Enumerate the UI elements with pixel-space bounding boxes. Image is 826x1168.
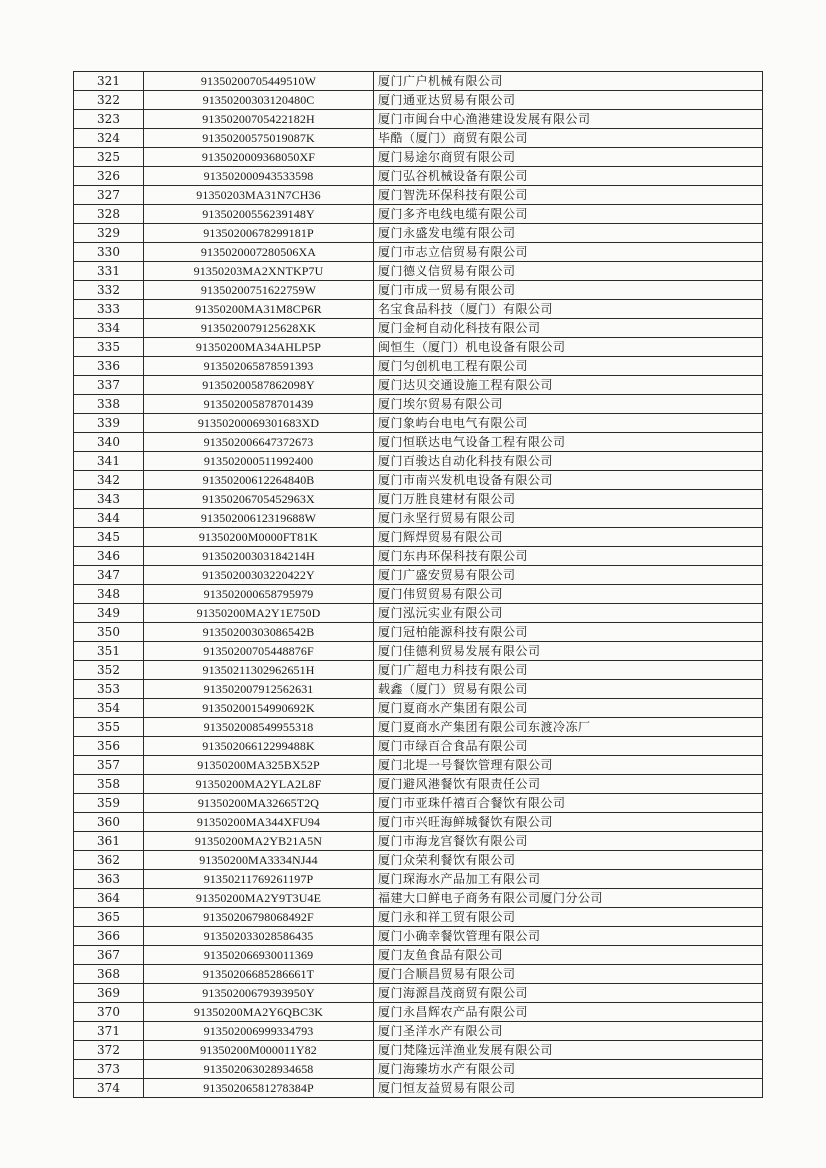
table-body <box>74 72 763 1098</box>
row-number-cell: 357 <box>74 756 144 775</box>
table-row <box>74 338 763 357</box>
company-name-cell: 厦门多齐电线电缆有限公司 <box>374 205 763 224</box>
row-number-cell: 329 <box>74 224 144 243</box>
company-name-cell: 厦门市亚珠仟禧百合餐饮有限公司 <box>374 794 763 813</box>
company-name-cell: 厦门圣洋水产有限公司 <box>374 1022 763 1041</box>
row-number-cell: 345 <box>74 528 144 547</box>
row-number-cell: 372 <box>74 1041 144 1060</box>
row-number-cell: 342 <box>74 471 144 490</box>
row-number-cell: 323 <box>74 110 144 129</box>
row-number-cell: 328 <box>74 205 144 224</box>
company-name-cell: 厦门市绿百合食品有限公司 <box>374 737 763 756</box>
credit-code-cell: 91350200303086542B <box>144 623 374 642</box>
credit-code-cell: 913502000943533598 <box>144 167 374 186</box>
row-number-cell: 349 <box>74 604 144 623</box>
row-number-cell: 326 <box>74 167 144 186</box>
table-row <box>74 186 763 205</box>
table-row <box>74 452 763 471</box>
table-row <box>74 547 763 566</box>
company-name-cell: 厦门市兴旺海鲜城餐饮有限公司 <box>374 813 763 832</box>
row-number-cell: 336 <box>74 357 144 376</box>
row-number-cell: 371 <box>74 1022 144 1041</box>
table-row <box>74 908 763 927</box>
table-row <box>74 395 763 414</box>
company-name-cell: 厦门达贝交通设施工程有限公司 <box>374 376 763 395</box>
table-row <box>74 889 763 908</box>
company-name-cell: 厦门海源昌茂商贸有限公司 <box>374 984 763 1003</box>
row-number-cell: 331 <box>74 262 144 281</box>
company-name-cell: 闽恒生（厦门）机电设备有限公司 <box>374 338 763 357</box>
table-row <box>74 775 763 794</box>
credit-code-cell: 91350200705422182H <box>144 110 374 129</box>
company-name-cell: 厦门弘谷机械设备有限公司 <box>374 167 763 186</box>
company-name-cell: 厦门恒联达电气设备工程有限公司 <box>374 433 763 452</box>
credit-code-cell: 91350200MA2Y1E750D <box>144 604 374 623</box>
company-name-cell: 厦门伟贸贸易有限公司 <box>374 585 763 604</box>
table-row <box>74 661 763 680</box>
credit-code-cell: 91350200679393950Y <box>144 984 374 1003</box>
credit-code-cell: 91350200678299181P <box>144 224 374 243</box>
row-number-cell: 370 <box>74 1003 144 1022</box>
table-row <box>74 927 763 946</box>
credit-code-cell: 9135020079125628XK <box>144 319 374 338</box>
table-row <box>74 642 763 661</box>
company-name-cell: 厦门德义信贸易有限公司 <box>374 262 763 281</box>
credit-code-cell: 91350200612319688W <box>144 509 374 528</box>
credit-code-cell: 91350206798068492F <box>144 908 374 927</box>
row-number-cell: 353 <box>74 680 144 699</box>
company-name-cell: 厦门小确幸餐饮管理有限公司 <box>374 927 763 946</box>
row-number-cell: 348 <box>74 585 144 604</box>
company-name-cell: 厦门通亚达贸易有限公司 <box>374 91 763 110</box>
company-name-cell: 厦门匀创机电工程有限公司 <box>374 357 763 376</box>
credit-code-cell: 91350200751622759W <box>144 281 374 300</box>
table-row <box>74 414 763 433</box>
company-name-cell: 厦门永和祥工贸有限公司 <box>374 908 763 927</box>
credit-code-cell: 91350200MA2Y9T3U4E <box>144 889 374 908</box>
row-number-cell: 344 <box>74 509 144 528</box>
row-number-cell: 358 <box>74 775 144 794</box>
row-number-cell: 330 <box>74 243 144 262</box>
company-name-cell: 厦门夏商水产集团有限公司东渡冷冻厂 <box>374 718 763 737</box>
table-row <box>74 699 763 718</box>
row-number-cell: 332 <box>74 281 144 300</box>
company-name-cell: 厦门永盛发电缆有限公司 <box>374 224 763 243</box>
table-row <box>74 794 763 813</box>
row-number-cell: 340 <box>74 433 144 452</box>
row-number-cell: 346 <box>74 547 144 566</box>
table-row <box>74 585 763 604</box>
company-name-cell: 厦门恒友益贸易有限公司 <box>374 1079 763 1098</box>
row-number-cell: 341 <box>74 452 144 471</box>
company-name-cell: 福建大口鲜电子商务有限公司厦门分公司 <box>374 889 763 908</box>
table-row <box>74 946 763 965</box>
row-number-cell: 359 <box>74 794 144 813</box>
company-name-cell: 厦门市南兴发机电设备有限公司 <box>374 471 763 490</box>
company-name-cell: 厦门海臻坊水产有限公司 <box>374 1060 763 1079</box>
row-number-cell: 361 <box>74 832 144 851</box>
company-name-cell: 名宝食品科技（厦门）有限公司 <box>374 300 763 319</box>
row-number-cell: 373 <box>74 1060 144 1079</box>
row-number-cell: 339 <box>74 414 144 433</box>
row-number-cell: 367 <box>74 946 144 965</box>
credit-code-cell: 9135020007280506XA <box>144 243 374 262</box>
credit-code-cell: 913502063028934658 <box>144 1060 374 1079</box>
company-name-cell: 厦门万胜良建材有限公司 <box>374 490 763 509</box>
company-name-cell: 毕酷（厦门）商贸有限公司 <box>374 129 763 148</box>
table-row <box>74 167 763 186</box>
company-name-cell: 厦门百骏达自动化科技有限公司 <box>374 452 763 471</box>
credit-code-cell: 91350200M0000FT81K <box>144 528 374 547</box>
credit-code-cell: 91350200705448876F <box>144 642 374 661</box>
row-number-cell: 324 <box>74 129 144 148</box>
row-number-cell: 337 <box>74 376 144 395</box>
table-row <box>74 433 763 452</box>
credit-code-cell: 91350200612264840B <box>144 471 374 490</box>
company-name-cell: 厦门象屿台电电气有限公司 <box>374 414 763 433</box>
credit-code-cell: 91350200MA2YLA2L8F <box>144 775 374 794</box>
company-name-cell: 厦门冠柏能源科技有限公司 <box>374 623 763 642</box>
table-row <box>74 832 763 851</box>
row-number-cell: 333 <box>74 300 144 319</box>
credit-code-cell: 913502000658795979 <box>144 585 374 604</box>
table-row <box>74 813 763 832</box>
company-name-cell: 厦门永坚行贸易有限公司 <box>374 509 763 528</box>
company-name-cell: 厦门广盛安贸易有限公司 <box>374 566 763 585</box>
row-number-cell: 327 <box>74 186 144 205</box>
table-row <box>74 870 763 889</box>
table-row <box>74 281 763 300</box>
credit-code-cell: 913502006999334793 <box>144 1022 374 1041</box>
row-number-cell: 351 <box>74 642 144 661</box>
credit-code-cell: 91350200MA325BX52P <box>144 756 374 775</box>
credit-code-cell: 91350200MA31M8CP6R <box>144 300 374 319</box>
table-row <box>74 72 763 91</box>
table-row <box>74 224 763 243</box>
table-row <box>74 509 763 528</box>
company-name-cell: 厦门智洗环保科技有限公司 <box>374 186 763 205</box>
table-row <box>74 148 763 167</box>
company-name-cell: 厦门夏商水产集团有限公司 <box>374 699 763 718</box>
credit-code-cell: 913502007912562631 <box>144 680 374 699</box>
credit-code-cell: 91350200069301683XD <box>144 414 374 433</box>
table-row <box>74 756 763 775</box>
credit-code-cell: 91350200M000011Y82 <box>144 1041 374 1060</box>
table-row <box>74 718 763 737</box>
credit-code-cell: 91350200303220422Y <box>144 566 374 585</box>
company-name-cell: 厦门易途尔商贸有限公司 <box>374 148 763 167</box>
company-name-cell: 厦门广户机械有限公司 <box>374 72 763 91</box>
credit-code-cell: 91350200575019087K <box>144 129 374 148</box>
row-number-cell: 360 <box>74 813 144 832</box>
company-name-cell: 厦门市闽台中心渔港建设发展有限公司 <box>374 110 763 129</box>
row-number-cell: 350 <box>74 623 144 642</box>
row-number-cell: 364 <box>74 889 144 908</box>
row-number-cell: 321 <box>74 72 144 91</box>
credit-code-cell: 91350203MA2XNTKP7U <box>144 262 374 281</box>
table-row <box>74 205 763 224</box>
row-number-cell: 363 <box>74 870 144 889</box>
row-number-cell: 347 <box>74 566 144 585</box>
credit-code-cell: 91350203MA31N7CH36 <box>144 186 374 205</box>
credit-code-cell: 913502066930011369 <box>144 946 374 965</box>
company-name-cell: 厦门避风港餐饮有限责任公司 <box>374 775 763 794</box>
credit-code-cell: 91350200303184214H <box>144 547 374 566</box>
row-number-cell: 338 <box>74 395 144 414</box>
company-name-cell: 厦门东冉环保科技有限公司 <box>374 547 763 566</box>
company-name-cell: 厦门梵隆远洋渔业发展有限公司 <box>374 1041 763 1060</box>
credit-code-cell: 91350200154990692K <box>144 699 374 718</box>
table-row <box>74 110 763 129</box>
company-name-cell: 厦门合顺昌贸易有限公司 <box>374 965 763 984</box>
company-name-cell: 厦门永昌辉农产品有限公司 <box>374 1003 763 1022</box>
table-row <box>74 262 763 281</box>
table-row <box>74 376 763 395</box>
credit-code-cell: 91350200MA32665T2Q <box>144 794 374 813</box>
row-number-cell: 325 <box>74 148 144 167</box>
credit-code-cell: 91350200MA2Y6QBC3K <box>144 1003 374 1022</box>
credit-code-cell: 913502006647372673 <box>144 433 374 452</box>
credit-code-cell: 91350206612299488K <box>144 737 374 756</box>
credit-code-cell: 91350200556239148Y <box>144 205 374 224</box>
row-number-cell: 374 <box>74 1079 144 1098</box>
row-number-cell: 369 <box>74 984 144 1003</box>
row-number-cell: 334 <box>74 319 144 338</box>
company-name-cell: 厦门市海龙宫餐饮有限公司 <box>374 832 763 851</box>
credit-code-cell: 91350211769261197P <box>144 870 374 889</box>
table-row <box>74 965 763 984</box>
credit-code-cell: 913502000511992400 <box>144 452 374 471</box>
credit-code-cell: 91350200MA2YB21A5N <box>144 832 374 851</box>
table-row <box>74 1079 763 1098</box>
credit-code-cell: 913502008549955318 <box>144 718 374 737</box>
table-row <box>74 680 763 699</box>
row-number-cell: 355 <box>74 718 144 737</box>
company-name-cell: 厦门辉焊贸易有限公司 <box>374 528 763 547</box>
table-row <box>74 1060 763 1079</box>
credit-code-cell: 91350200705449510W <box>144 72 374 91</box>
table-row <box>74 91 763 110</box>
credit-code-cell: 91350206685286661T <box>144 965 374 984</box>
company-name-cell: 厦门广超电力科技有限公司 <box>374 661 763 680</box>
company-name-cell: 厦门泓沅实业有限公司 <box>374 604 763 623</box>
credit-code-cell: 9135020009368050XF <box>144 148 374 167</box>
company-name-cell: 厦门市成一贸易有限公司 <box>374 281 763 300</box>
table-row <box>74 490 763 509</box>
credit-code-cell: 91350200303120480C <box>144 91 374 110</box>
table-row <box>74 851 763 870</box>
credit-code-cell: 913502033028586435 <box>144 927 374 946</box>
company-name-cell: 厦门金柯自动化科技有限公司 <box>374 319 763 338</box>
company-name-cell: 厦门北堤一号餐饮管理有限公司 <box>374 756 763 775</box>
row-number-cell: 343 <box>74 490 144 509</box>
table-row <box>74 471 763 490</box>
row-number-cell: 335 <box>74 338 144 357</box>
credit-code-cell: 91350206705452963X <box>144 490 374 509</box>
credit-code-cell: 91350200MA3334NJ44 <box>144 851 374 870</box>
table-row <box>74 984 763 1003</box>
table-row <box>74 1041 763 1060</box>
table-row <box>74 357 763 376</box>
company-name-cell: 厦门琛海水产品加工有限公司 <box>374 870 763 889</box>
company-name-cell: 厦门众荣利餐饮有限公司 <box>374 851 763 870</box>
table-row <box>74 737 763 756</box>
company-name-cell: 厦门市志立信贸易有限公司 <box>374 243 763 262</box>
row-number-cell: 362 <box>74 851 144 870</box>
table-row <box>74 319 763 338</box>
table-row <box>74 243 763 262</box>
credit-code-cell: 913502065878591393 <box>144 357 374 376</box>
table-row <box>74 129 763 148</box>
credit-code-cell: 913502005878701439 <box>144 395 374 414</box>
table-row <box>74 300 763 319</box>
company-name-cell: 厦门埃尔贸易有限公司 <box>374 395 763 414</box>
row-number-cell: 365 <box>74 908 144 927</box>
credit-code-cell: 91350200MA344XFU94 <box>144 813 374 832</box>
credit-code-cell: 91350200MA34AHLP5P <box>144 338 374 357</box>
table-row <box>74 1003 763 1022</box>
company-name-cell: 厦门佳德利贸易发展有限公司 <box>374 642 763 661</box>
credit-code-cell: 91350200587862098Y <box>144 376 374 395</box>
credit-code-cell: 91350211302962651H <box>144 661 374 680</box>
company-name-cell: 厦门友鱼食品有限公司 <box>374 946 763 965</box>
row-number-cell: 366 <box>74 927 144 946</box>
table-row <box>74 623 763 642</box>
table-row <box>74 604 763 623</box>
row-number-cell: 356 <box>74 737 144 756</box>
company-name-cell: 载鑫（厦门）贸易有限公司 <box>374 680 763 699</box>
company-list-table <box>73 71 763 1098</box>
row-number-cell: 352 <box>74 661 144 680</box>
credit-code-cell: 91350206581278384P <box>144 1079 374 1098</box>
row-number-cell: 354 <box>74 699 144 718</box>
table-row <box>74 1022 763 1041</box>
row-number-cell: 368 <box>74 965 144 984</box>
row-number-cell: 322 <box>74 91 144 110</box>
table-row <box>74 566 763 585</box>
table-row <box>74 528 763 547</box>
